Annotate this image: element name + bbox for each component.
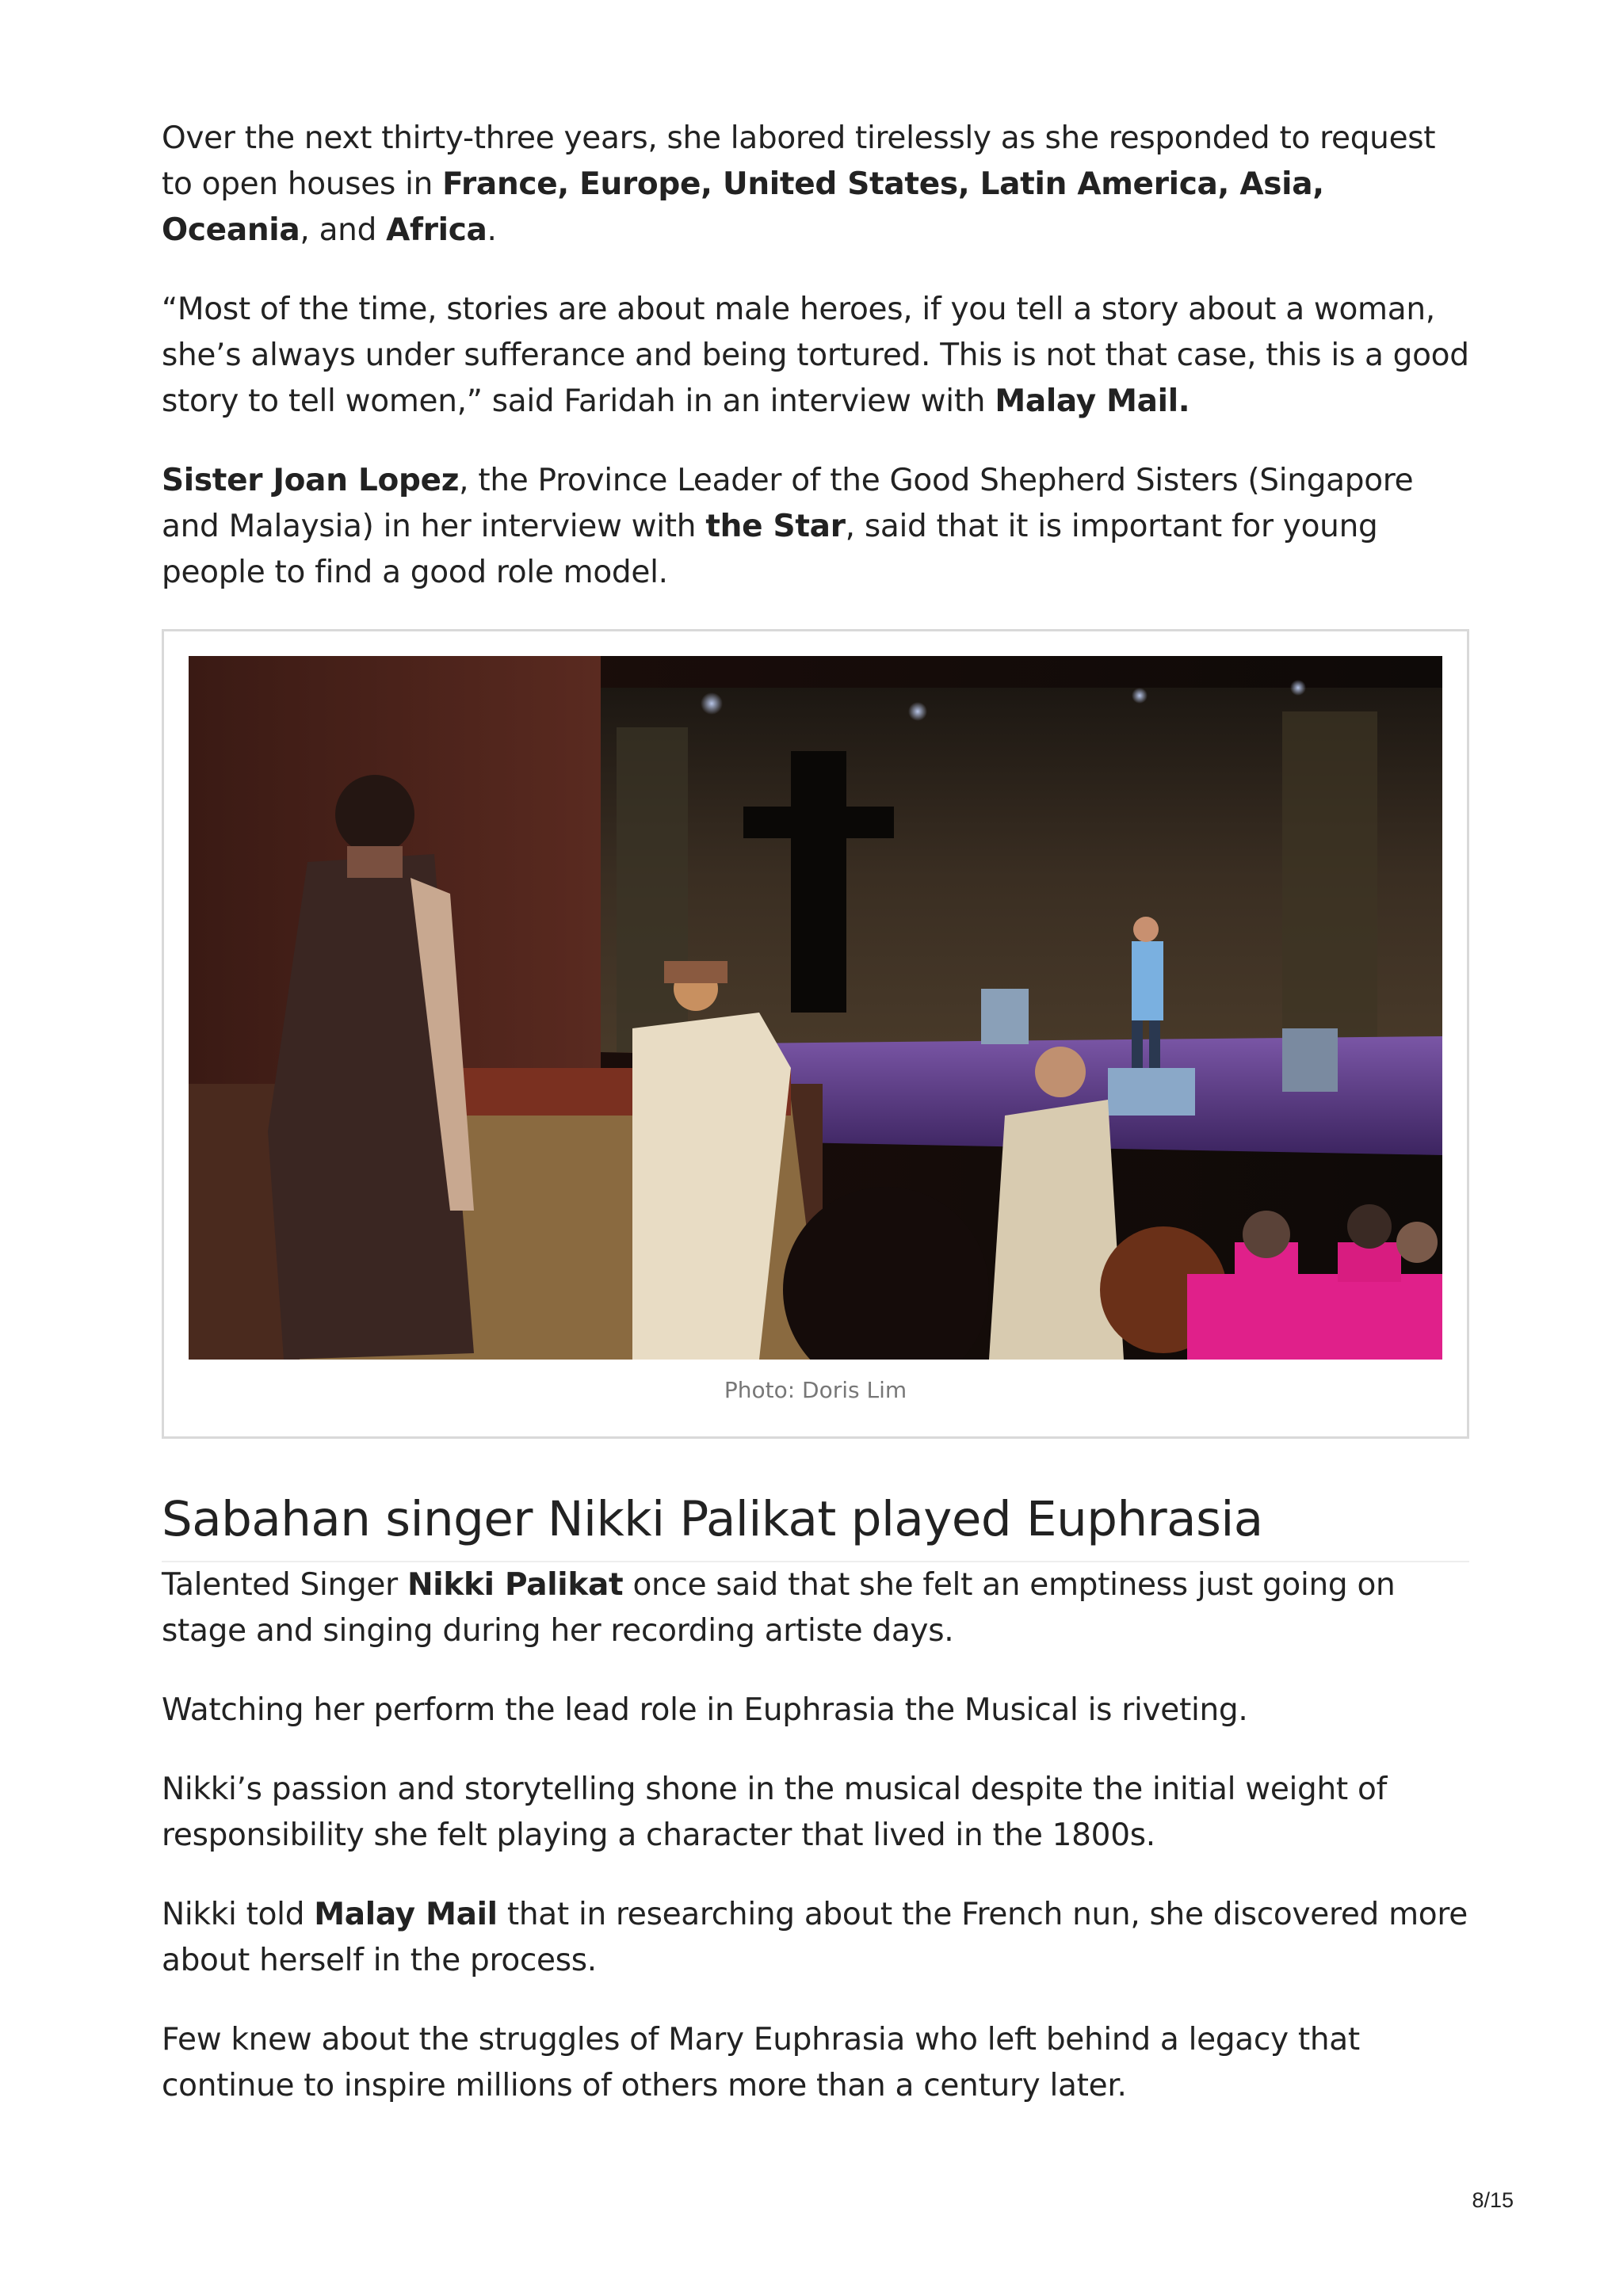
paragraph-joan-lopez [162,458,1469,596]
bold-africa: Africa [386,212,487,248]
paragraph-text: Over the next thirty-three years, she labored tirelessly as she responded to request to open houses in [162,120,1436,202]
paragraph-text: , said that it is important for young people to find a good role model. [162,509,1378,590]
paragraph-nikki-intro [162,1562,1469,1654]
paragraph-text: , the Province Leader of the Good Shepherd Sisters (Singapore and Malaysia) in her interview with [162,463,1414,544]
stage-photo [189,656,1442,1360]
paragraph-text: . [487,212,497,248]
bold-joan-lopez: Sister Joan Lopez [162,463,460,498]
bold-nikki-palikat: Nikki Palikat [407,1567,624,1603]
paragraph-text: “Most of the time, stories are about male heroes, if you tell a story about a woman, she’s always under sufferance and being tortured. This is not that case, this is a good story to tell women,” said Faridah in an interview with [162,292,1469,419]
paragraph-legacy: Few knew about the struggles of Mary Euphrasia who left behind a legacy that continue to inspire millions of others more than a century later. [162,2022,1360,2103]
bold-malay-mail: Malay Mail. [995,383,1190,419]
article-page [162,116,1469,2142]
paragraph-text: once said that she felt an emptiness just going on stage and singing during her recording artiste days. [162,1567,1396,1649]
section-heading: Sabahan singer Nikki Palikat played Euphrasia [162,1489,1469,1562]
photo-caption: Photo: Doris Lim [724,1377,907,1403]
photo-figure [162,629,1469,1439]
paragraph-riveting: Watching her perform the lead role in Euphrasia the Musical is riveting. [162,1692,1248,1728]
paragraph-houses [162,116,1469,254]
paragraph-french-nun [162,1892,1469,1984]
paragraph-text: Talented Singer [162,1567,407,1603]
paragraph-text: , and [300,212,387,248]
bold-regions: France, Europe, United States, Latin America, Asia, Oceania [162,166,1324,248]
bold-malay-mail-2: Malay Mail [314,1897,498,1932]
paragraph-text: that in researching about the French nun, she discovered more about herself in the process. [162,1897,1468,1978]
paragraph-passion: Nikki’s passion and storytelling shone in the musical despite the initial weight of responsibility she felt playing a character that lived in the 1800s. [162,1772,1388,1853]
paragraph-faridah-quote [162,287,1469,425]
bold-the-star: the Star [705,509,846,544]
page-number: 8/15 [1472,2188,1514,2212]
paragraph-text: Nikki told [162,1897,315,1932]
